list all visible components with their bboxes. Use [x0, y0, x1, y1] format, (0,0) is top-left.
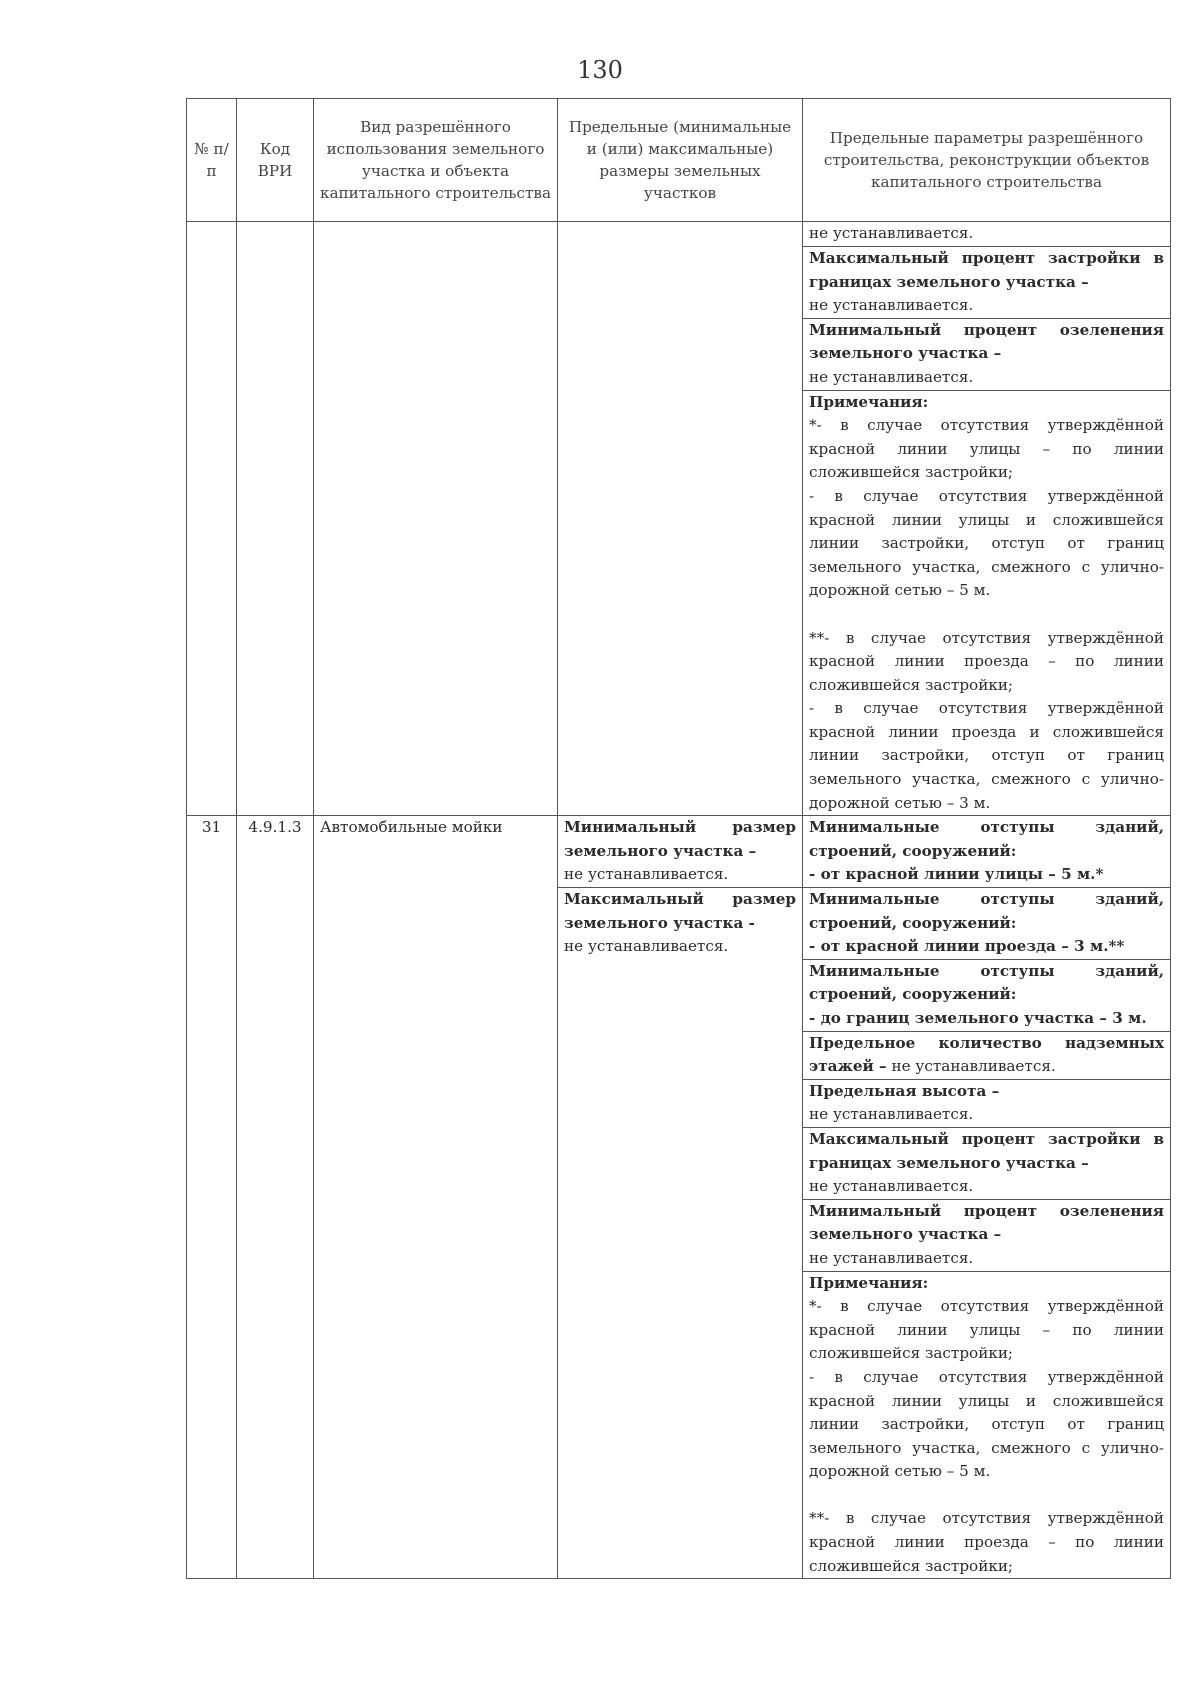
note-text: *- в случае отсутствия утверждённой красной линии улицы – по линии сложившейся застройки;	[809, 416, 1164, 482]
param-value: не устанавливается.	[809, 296, 974, 315]
param-title: Максимальный процент застройки в границах земельного участка –	[809, 1129, 1164, 1172]
regulations-table	[186, 98, 1171, 1579]
min-size-cell	[558, 816, 803, 888]
note-text: *- в случае отсутствия утверждённой красной линии улицы – по линии сложившейся застройки;	[809, 1297, 1164, 1363]
param-value: не устанавливается.	[891, 1057, 1056, 1076]
param-value: не устанавливается.	[564, 865, 729, 884]
note-text: - в случае отсутствия утверждённой красной линии улицы и сложившейся линии застройки, отступ от границ земельного участка, смежного с улично-дорожной сетью – 5 м.	[809, 1367, 1164, 1481]
param-title: Максимальный размер земельного участка -	[564, 890, 796, 932]
param-title: Максимальный процент застройки в границах земельного участка –	[809, 249, 1164, 291]
notes-cell	[803, 1271, 1171, 1579]
max-build-pct-cell	[803, 1127, 1171, 1199]
indent-driveway-cell	[803, 888, 1171, 960]
param-value: не устанавливается.	[809, 224, 974, 242]
param-title: Минимальный процент озеленения земельного участка –	[809, 1201, 1164, 1244]
param-value: не устанавливается.	[809, 1248, 974, 1267]
param-value: не устанавливается.	[564, 937, 729, 956]
param-value: - от красной линии улицы – 5 м.*	[809, 865, 1104, 884]
param-value: не устанавливается.	[809, 367, 974, 386]
notes-title: Примечания:	[809, 1273, 929, 1292]
header-num: № п/п	[187, 99, 237, 222]
note-text: **- в случае отсутствия утверждённой красной линии проезда – по линии сложившейся застройки;	[809, 628, 1164, 694]
indent-boundary-cell	[803, 959, 1171, 1031]
notes-cell	[803, 390, 1171, 816]
max-build-pct-cell	[803, 247, 1171, 319]
max-size-cell	[558, 888, 803, 1579]
param-value: - до границ земельного участка – 3 м.	[809, 1009, 1147, 1027]
cont-code-cell	[237, 222, 314, 816]
param-title: Минимальный размер земельного участка –	[564, 818, 796, 860]
min-green-pct-cell	[803, 318, 1171, 390]
header-row	[187, 99, 1171, 222]
cont-text-cell	[803, 222, 1171, 247]
table-row	[187, 222, 1171, 247]
floors-cell	[803, 1031, 1171, 1079]
cont-num-cell	[187, 222, 237, 816]
table-row	[187, 816, 1171, 888]
min-green-pct-cell	[803, 1199, 1171, 1271]
header-use-type: Вид разрешённого использования земельного участка и объекта капитального строительства	[314, 99, 558, 222]
notes-title: Примечания:	[809, 392, 929, 411]
param-value: не устанавливается.	[809, 1177, 974, 1196]
note-text: - в случае отсутствия утверждённой красной линии улицы и сложившейся линии застройки, отступ от границ земельного участка, смежного с улично-дорожной сетью – 5 м.	[809, 486, 1164, 600]
param-title: Минимальные отступы зданий, строений, сооружений:	[809, 818, 1164, 860]
param-title: Минимальные отступы зданий, строений, сооружений:	[809, 961, 1164, 1004]
note-text: - в случае отсутствия утверждённой красной линии проезда и сложившейся линии застройки, отступ от границ земельного участка, смежного с улично-дорожной сетью – 3 м.	[809, 699, 1164, 812]
row-code-cell: 4.9.1.3	[237, 816, 314, 1579]
header-params: Предельные параметры разрешённого строительства, реконструкции объектов капитального строительства	[803, 99, 1171, 222]
page-number: 130	[577, 56, 623, 84]
param-title: Минимальный процент озеленения земельного участка –	[809, 320, 1164, 363]
param-value: - от красной линии проезда – 3 м.**	[809, 937, 1125, 956]
param-title: Предельная высота –	[809, 1081, 1000, 1100]
note-text: **- в случае отсутствия утверждённой красной линии проезда – по линии сложившейся застройки;	[809, 1509, 1164, 1575]
height-cell	[803, 1079, 1171, 1127]
row-use-type-cell: Автомобильные мойки	[314, 816, 558, 1579]
param-title: Минимальные отступы зданий, строений, сооружений:	[809, 890, 1164, 932]
row-num-cell: 31	[187, 816, 237, 1579]
indent-street-cell	[803, 816, 1171, 888]
param-title: Предельное количество надземных этажей –	[809, 1033, 1164, 1076]
cont-use-cell	[314, 222, 558, 816]
cont-size-cell	[558, 222, 803, 816]
header-plot-size: Предельные (минимальные и (или) максимальные) размеры земельных участков	[558, 99, 803, 222]
param-value: не устанавливается.	[809, 1105, 974, 1124]
header-code: Код ВРИ	[237, 99, 314, 222]
